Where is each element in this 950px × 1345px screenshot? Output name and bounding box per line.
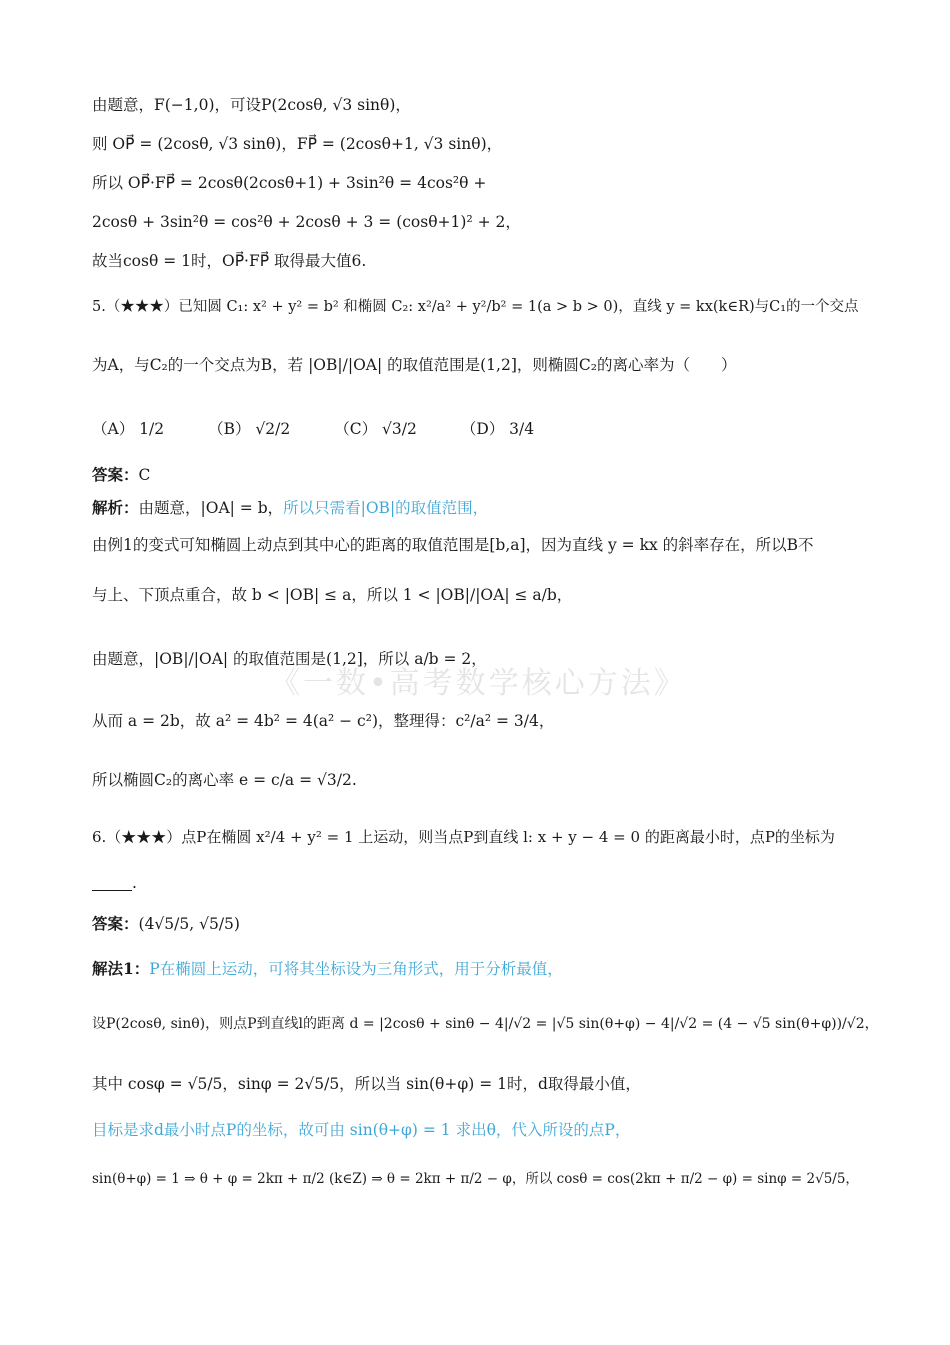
q6-method-label: 解法1： (92, 959, 150, 978)
q5-step-4: 从而 a = 2b，故 a² = 4b² = 4(a² − c²)，整理得：c²/a² = 3/4， (92, 712, 555, 730)
q5-answer-label: 答案： (92, 465, 139, 484)
q6-stem: 6.（★★★）点P在椭圆 x²/4 + y² = 1 上运动，则当点P到直线 l: x + y − 4 = 0 的距离最小时，点P的坐标为 (92, 828, 835, 846)
q5-analysis (92, 497, 864, 519)
prev-solution-line-1: 由题意，F(−1,0)，可设P(2cosθ, √3 sinθ)， (92, 96, 411, 114)
q6-step-1: 设P(2cosθ, sinθ)，则点P到直线l的距离 d = |2cosθ + sinθ − 4|/√2 = |√5 sin(θ+φ) − 4|/√2 = (4 − √5 sin(θ+φ))/√2， (92, 1016, 879, 1032)
prev-solution-line-4: 2cosθ + 3sin²θ = cos²θ + 2cosθ + 3 = (cosθ+1)² + 2， (92, 213, 521, 231)
q5-option-b: （B） √2/2 (208, 420, 291, 438)
q5-answer (92, 464, 864, 486)
q5-step-1: 由例1的变式可知椭圆上动点到其中心的距离的取值范围是[b,a]，因为直线 y = kx 的斜率存在，所以B不 (92, 536, 814, 554)
watermark: 《一数•高考数学核心方法》 (270, 666, 687, 701)
q5-stem-line-2: 为A，与C₂的一个交点为B，若 |OB|/|OA| 的取值范围是(1,2]，则椭圆C₂的离心率为（ ） (92, 356, 737, 374)
q6-method (92, 958, 864, 980)
prev-solution-line-3: 所以 OP⃗·FP⃗ = 2cosθ(2cosθ+1) + 3sin²θ = 4cos²θ + (92, 174, 487, 192)
q6-answer-blank (92, 876, 132, 891)
q6-step-2: 其中 cosφ = √5/5，sinφ = 2√5/5，所以当 sin(θ+φ) = 1时，d取得最小值， (92, 1075, 641, 1093)
q5-option-a: （A） 1/2 (92, 420, 165, 438)
q5-analysis-label: 解析： (92, 498, 139, 517)
q5-stem-line-1: 5.（★★★）已知圆 C₁: x² + y² = b² 和椭圆 C₂: x²/a² + y²/b² = 1(a > b > 0)，直线 y = kx(k∈R)与C₁的一个交点 (92, 299, 859, 315)
q6-answer-value: (4√5/5, √5/5) (138, 915, 240, 933)
q6-hint-2: 目标是求d最小时点P的坐标，故可由 sin(θ+φ) = 1 求出θ，代入所设的点P， (92, 1121, 631, 1139)
q6-method-hint: P在椭圆上运动，可将其坐标设为三角形式，用于分析最值， (149, 960, 563, 978)
q6-blank-period: . (132, 874, 137, 892)
q5-step-2: 与上、下顶点重合，故 b < |OB| ≤ a，所以 1 < |OB|/|OA| ≤ a/b， (92, 586, 573, 604)
q5-options (92, 418, 864, 440)
q5-option-c: （C） √3/2 (334, 420, 417, 438)
q5-analysis-hint: 所以只需看|OB|的取值范围， (283, 499, 489, 517)
q6-blank-line (92, 872, 864, 894)
prev-solution-line-2: 则 OP⃗ = (2cosθ, √3 sinθ)，FP⃗ = (2cosθ+1, √3 sinθ)， (92, 135, 503, 153)
q5-step-5: 所以椭圆C₂的离心率 e = c/a = √3/2. (92, 771, 357, 789)
prev-solution-line-5: 故当cosθ = 1时，OP⃗·FP⃗ 取得最大值6. (92, 252, 367, 270)
q5-option-d: （D） 3/4 (460, 420, 535, 438)
q6-answer-label: 答案： (92, 914, 139, 933)
q6-last-line: sin(θ+φ) = 1 ⇒ θ + φ = 2kπ + π/2 (k∈Z) ⇒ θ = 2kπ + π/2 − φ，所以 cosθ = cos(2kπ + π/2 − φ) = sinφ = 2√5/5， (92, 1171, 859, 1187)
q6-answer (92, 913, 864, 935)
q5-answer-value: C (138, 466, 151, 484)
q5-analysis-text: 由题意，|OA| = b， (138, 499, 284, 517)
q5-step-3: 由题意，|OB|/|OA| 的取值范围是(1,2]，所以 a/b = 2， (92, 650, 487, 668)
